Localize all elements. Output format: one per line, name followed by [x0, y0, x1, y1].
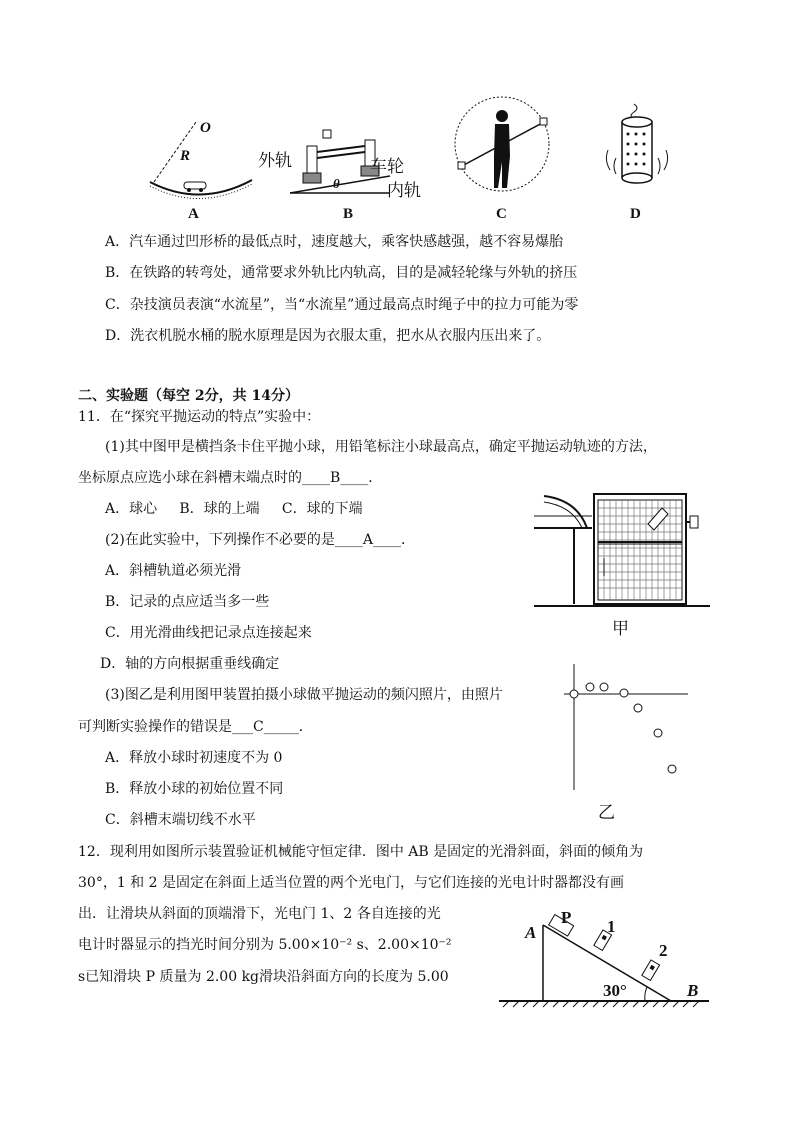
figure-d: [600, 100, 675, 230]
figure-jia: [532, 488, 712, 638]
q10-option-b: B．在铁路的转弯处，通常要求外轨比内轨高，目的是减轻轮缘与外轨的挤压: [105, 265, 578, 281]
point-a-label: A: [525, 923, 537, 942]
angle-label: 30°: [603, 981, 627, 1000]
q11-p3-option-a: A．释放小球时初速度不为 0: [105, 750, 283, 766]
q11-p2-stem: (2)在此实验中，下列操作不必要的是____A____．: [105, 532, 415, 548]
figure-d-label: D: [630, 206, 641, 222]
q12-line2: 30°，1 和 2 是固定在斜面上适当位置的两个光电门，与它们连接的光电计时器都没有画: [78, 875, 624, 891]
point-o-label: O: [200, 120, 211, 136]
figure-a-label: A: [188, 206, 199, 222]
q11-p1-line1: (1)其中图甲是横挡条卡住平抛小球，用铅笔标注小球最高点，确定平抛运动轨迹的方法，: [105, 439, 657, 455]
outer-rail-label: 外轨: [258, 151, 292, 170]
q11-p2-option-d: D．轴的方向根据重垂线确定: [100, 656, 280, 672]
figure-yi-label: 乙: [598, 803, 615, 823]
strobe-photo-diagram: [562, 664, 692, 794]
q10-option-a: A．汽车通过凹形桥的最低点时，速度越大，乘客快感越强，越不容易爆胎: [105, 234, 564, 250]
water-meteor-diagram: [452, 96, 552, 196]
figure-yi: [562, 664, 692, 824]
spin-dryer-diagram: [600, 100, 675, 200]
theta-label: θ: [333, 176, 340, 191]
q12-line3: 出．让滑块从斜面的顶端滑下，光电门 1、2 各自连接的光: [78, 906, 441, 922]
q11-p2-option-b: B．记录的点应适当多一些: [105, 594, 270, 610]
q11-p2-option-c: C．用光滑曲线把记录点连接起来: [105, 625, 312, 641]
gate-1-label: 1: [607, 917, 616, 936]
q11-p1-options: A．球心 B．球的上端 C．球的下端: [105, 501, 363, 517]
q10-option-d: D．洗衣机脱水桶的脱水原理是因为衣服太重，把水从衣服内压出来了。: [105, 328, 551, 344]
point-b-label: B: [687, 981, 699, 1000]
q12-line5: s已知滑块 P 质量为 2.00 kg滑块沿斜面方向的长度为 5.00: [78, 969, 449, 985]
platform-apparatus-diagram: [532, 488, 712, 613]
q12-line1: 12．现利用如图所示装置验证机械能守恒定律．图中 AB 是固定的光滑斜面，斜面的倾角为: [78, 844, 644, 860]
figure-a: [140, 110, 260, 230]
q11-p2-option-a: A．斜槽轨道必须光滑: [105, 563, 242, 579]
q11-p1-line2: 坐标原点应选小球在斜槽末端点时的____B____．: [78, 470, 383, 486]
q10-option-c: C．杂技演员表演“水流星”，当“水流星”通过最高点时绳子中的拉力可能为零: [105, 297, 579, 313]
radius-label: R: [180, 148, 191, 164]
q12-line4: 电计时器显示的挡光时间分别为 5.00×10⁻² s、2.00×10⁻²: [78, 937, 452, 953]
q11-p3-option-b: B．释放小球的初始位置不同: [105, 781, 284, 797]
wheel-label: 车轮: [370, 157, 404, 176]
section-title: 二、实验题（每空 2分，共 14分）: [78, 388, 299, 404]
figure-b: [255, 118, 440, 233]
figure-jia-label: 甲: [612, 619, 629, 639]
figure-incline: [495, 905, 715, 1013]
q11-p3-line1: (3)图乙是利用图甲装置拍摄小球做平抛运动的频闪照片，由照片: [105, 687, 503, 703]
figure-c-label: C: [496, 206, 507, 222]
inner-rail-label: 内轨: [387, 181, 421, 200]
q11-p3-option-c: C．斜槽末端切线不水平: [105, 812, 256, 828]
figure-b-label: B: [343, 206, 354, 222]
q11-stem: 11．在“探究平抛运动的特点”实验中：: [78, 409, 321, 425]
gate-2-label: 2: [659, 941, 668, 960]
slider-p-label: P: [561, 908, 572, 927]
q11-p3-line2: 可判断实验操作的错误是___C_____．: [78, 719, 313, 735]
figure-c: [452, 96, 552, 231]
